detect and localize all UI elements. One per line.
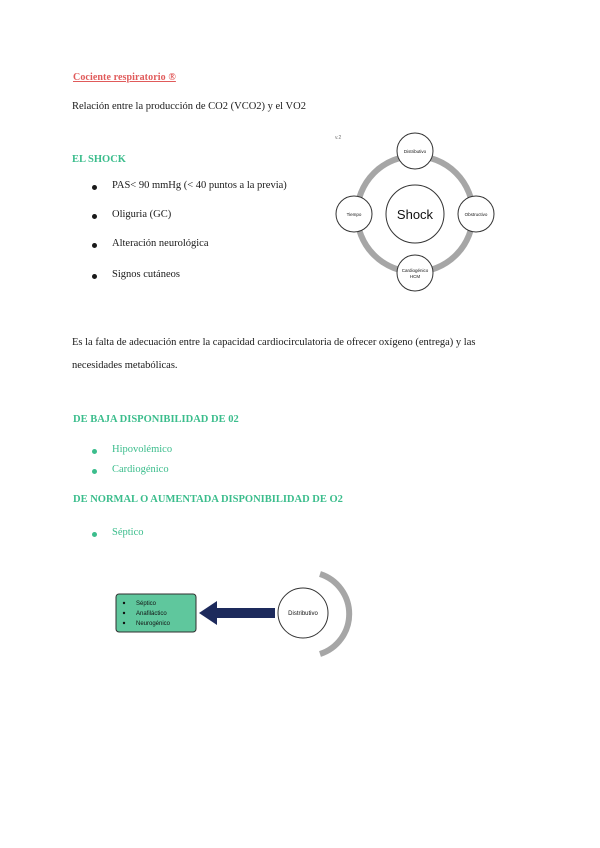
baja-heading: DE BAJA DISPONIBILIDAD DE 02 <box>73 414 239 425</box>
center-label: Shock <box>396 207 434 222</box>
node-right-label: Obstructivo <box>464 212 488 217</box>
left-arrow-icon <box>199 601 275 625</box>
list-item: PAS< 90 mmHg (< 40 puntos a la previa) <box>92 180 287 191</box>
distributivo-label: Distributivo <box>288 611 318 617</box>
list-item: Signos cutáneos <box>92 269 180 280</box>
list-item: Alteración neurológica <box>92 238 209 249</box>
box-item: Neurogénico <box>136 621 171 627</box>
list-item: Cardiogénico <box>92 464 169 475</box>
distributivo-diagram <box>110 570 370 660</box>
diagram-small-label: v.2 <box>335 135 342 141</box>
node-left-label: Tiempo <box>346 212 362 217</box>
list-item: Hipovolémico <box>92 444 172 455</box>
list-item: Oliguria (GC) <box>92 209 171 220</box>
shock-types-diagram <box>333 130 503 292</box>
normal-heading: DE NORMAL O AUMENTADA DISPONIBILIDAD DE O2 <box>73 494 343 505</box>
shock-definition: Es la falta de adecuación entre la capacidad cardiocirculatoria de ofrecer oxígeno (entrega) y las necesidades metabólicas. <box>72 337 476 371</box>
node-bottom <box>397 255 433 291</box>
node-bottom-label-1: Cardiogénico <box>401 268 429 273</box>
relacion-text: Relación entre la producción de CO2 (VCO2) y el VO2 <box>72 101 306 112</box>
node-bottom-label-2: HCM <box>409 274 421 279</box>
box-item: Séptico <box>136 601 157 607</box>
shock-heading: EL SHOCK <box>72 154 126 165</box>
node-top-label: Distributivo <box>403 149 427 154</box>
list-item: Séptico <box>92 527 144 538</box>
box-item: Anafiláctico <box>136 611 167 617</box>
cociente-heading: Cociente respiratorio ® <box>73 72 176 83</box>
